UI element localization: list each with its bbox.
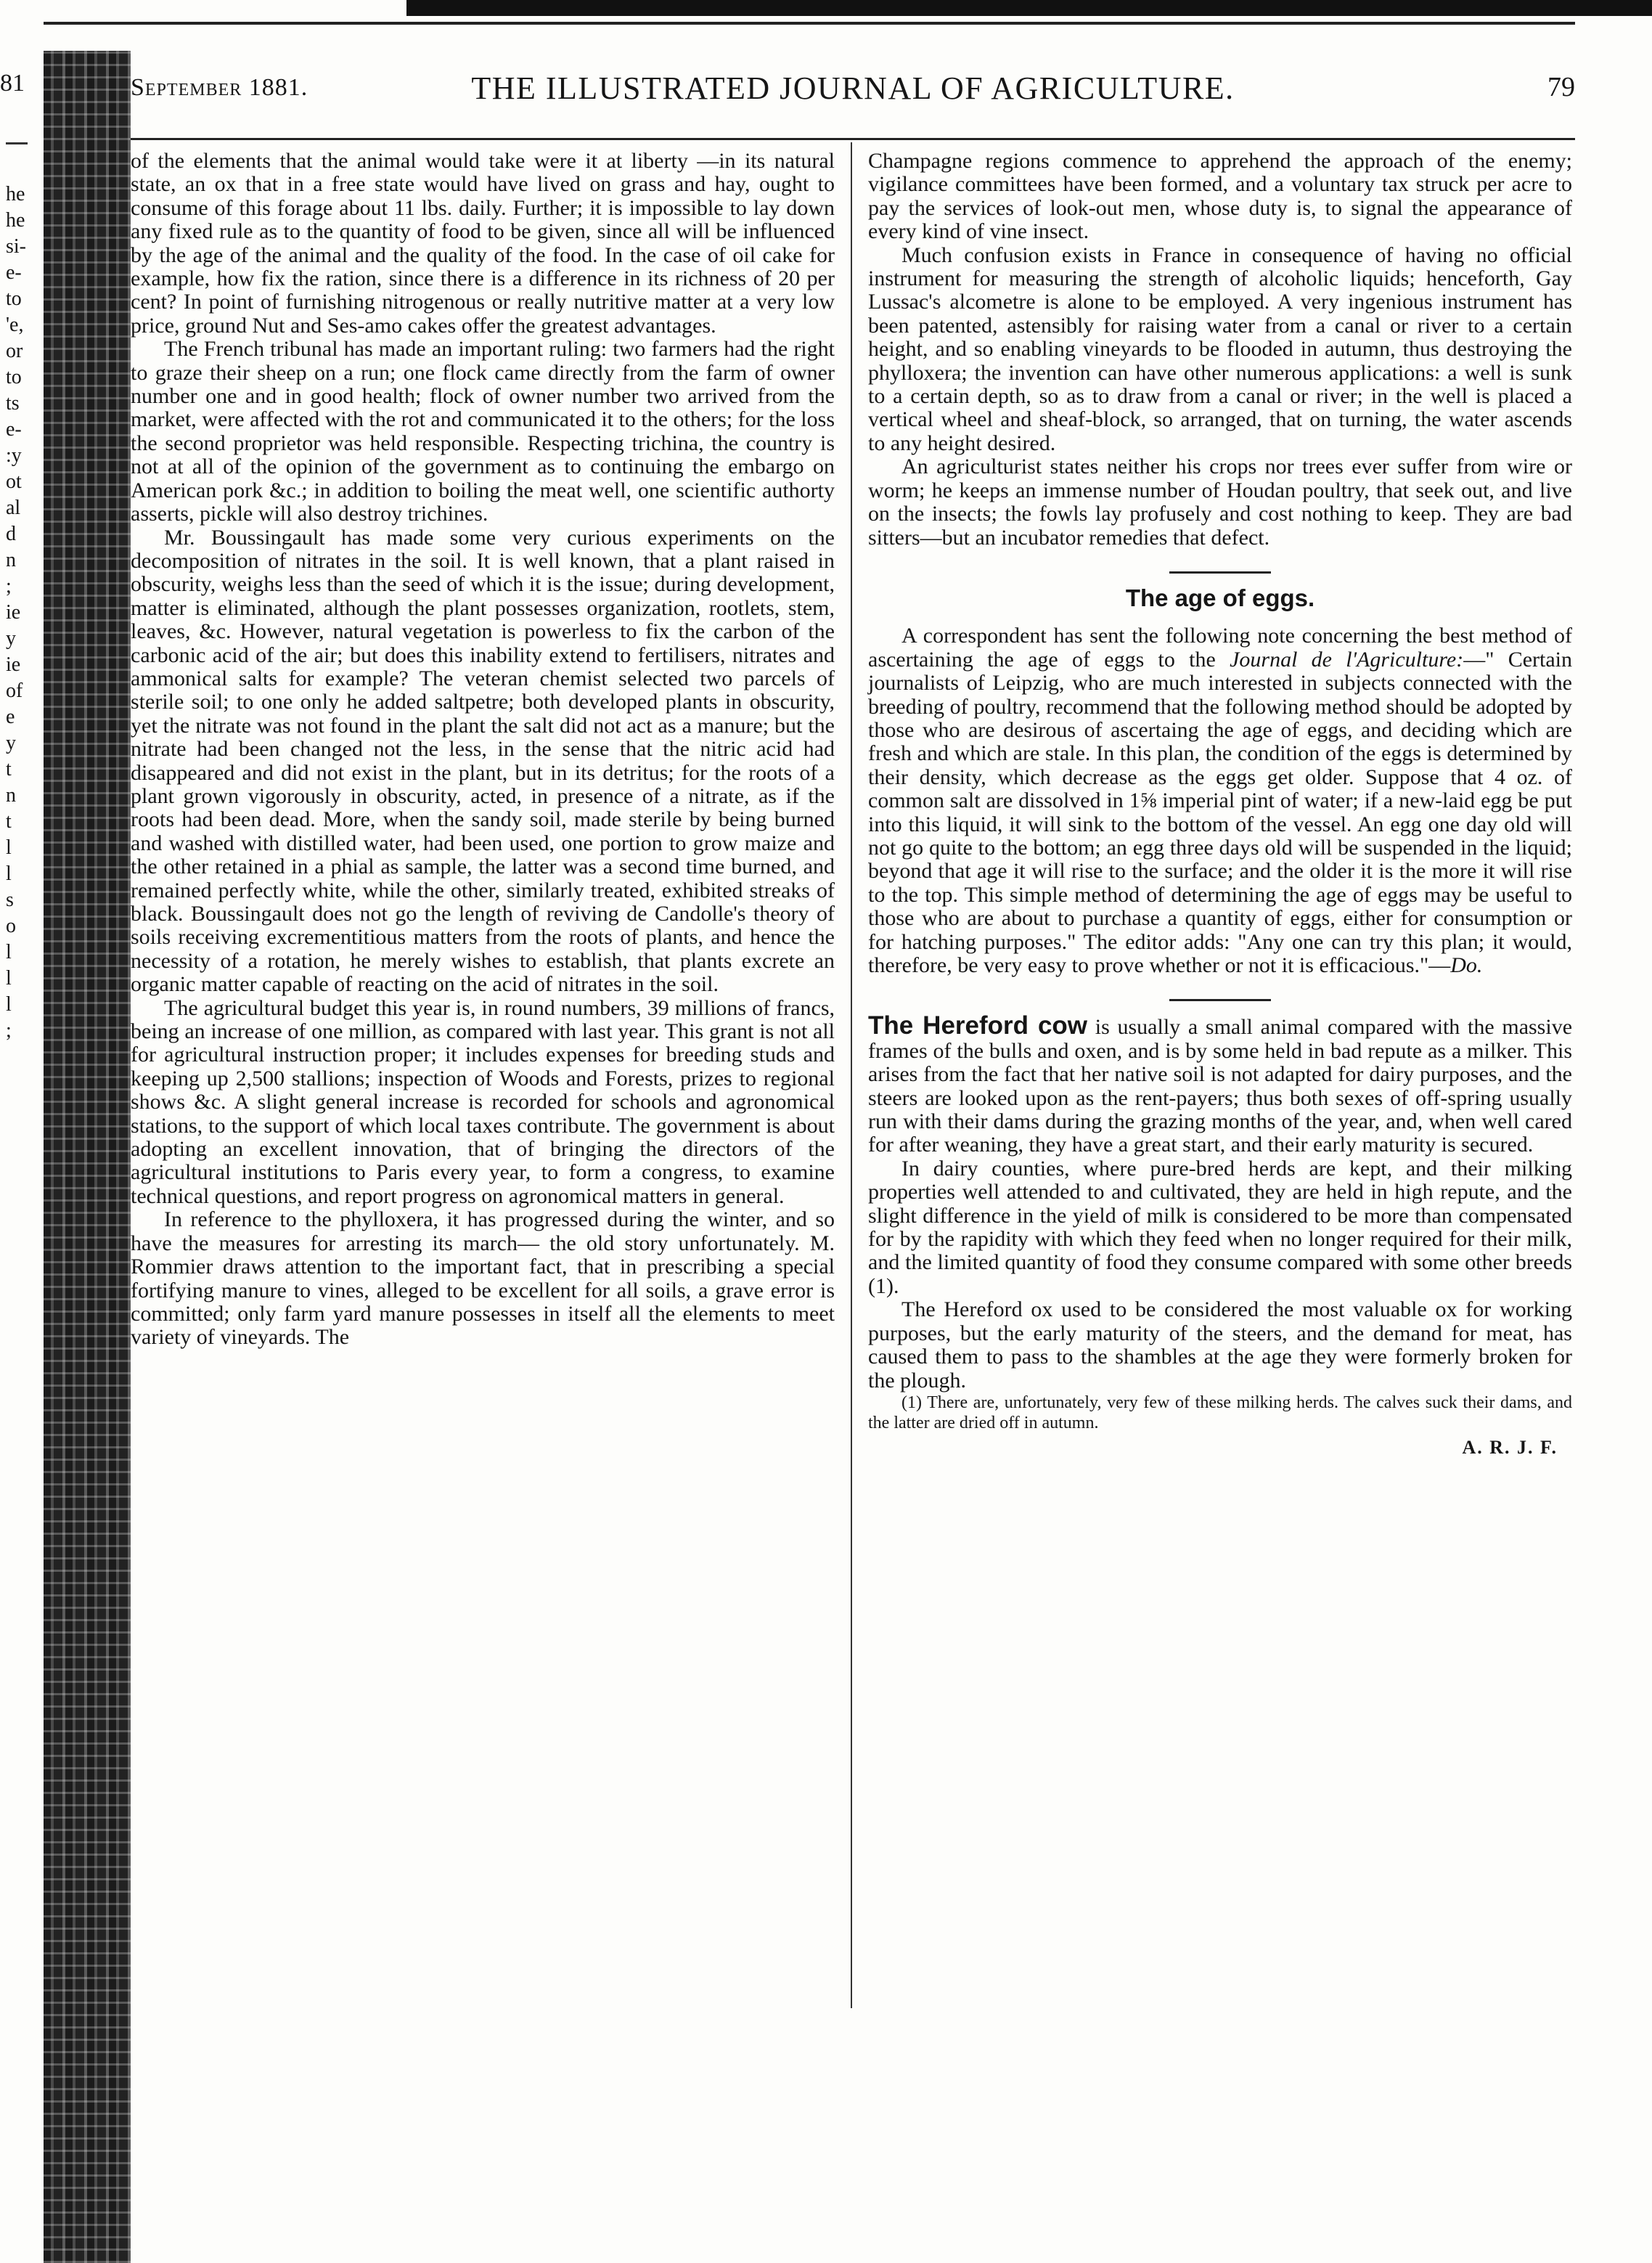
previous-page-fragment: l <box>6 863 12 885</box>
previous-page-fragment: l <box>6 941 12 963</box>
paragraph-phylloxera: In reference to the phylloxera, it has progressed during the winter, and so have the measures for arresting its march— the old story unfortunately. M. Rommier draws attention to the important fact, that in prescribing a special fortifying manure to vines, alleged to be excellent for all soils, a grave error is committed; only farm yard manure possesses in itself all the elements to meet variety of vineyards. The <box>131 1207 835 1350</box>
hereford-lead: The Hereford cow <box>868 1011 1088 1040</box>
paragraph-budget: The agricultural budget this year is, in round numbers, 39 millions of francs, being an increase of one million, as compared with last year. This grant is not all for agricultural instruction proper; it includes expenses for breeding studs and keeping up 2,500 stallions; inspection of Woods and Forests, prizes to regional shows &c. A slight general increase is recorded for schools and agronomical stations, to the support of which local taxes contribute. The government is about adopting an excellent innovation, that of bringing the directors of the agricultural institutions to Paris every year, to form a congress, to examine technical questions, and report progress on agronomical matters in general. <box>131 995 835 1208</box>
previous-page-fragment: al <box>6 497 21 519</box>
section-rule <box>1169 999 1271 1001</box>
paragraph-dairy-counties: In dairy counties, where pure-bred herds are kept, and their milking properties well attended to and cultivated, they are held in high repute, and the slight difference in the yield of milk is considered to be more than compensated for by the rapidity with which they feed when no longer required for their milk, and the limited quantity of food they consume compared with some other breeds (1). <box>868 1156 1572 1298</box>
footnote: (1) There are, unfortunately, very few of these milking herds. The calves suck their dams, and the latter are dried off in autumn. <box>868 1393 1572 1432</box>
issue-date: September 1881. <box>131 74 308 101</box>
journal-name: Journal de l'Agriculture: <box>1230 647 1464 672</box>
eggs-text-start: A correspondent has sent the following note concerning the best method of ascertaining the age of eggs to the <box>868 624 1572 672</box>
previous-page-fragment: l <box>6 967 12 990</box>
previous-page-fragment: d <box>6 523 16 545</box>
previous-page-fragment: y <box>6 732 16 754</box>
previous-page-fragment: ts <box>6 392 20 415</box>
running-head <box>131 70 1575 106</box>
previous-page-fragment: n <box>6 784 16 807</box>
section-rule <box>1169 571 1271 574</box>
top-rule <box>44 22 1575 25</box>
top-edge-bar <box>406 0 1652 16</box>
paragraph-alcometre: Much confusion exists in France in consequence of having no official instrument for measuring the strength of alcoholic liquids; henceforth, Gay Lussac's alcometre is alone to be employed. A very ingenious instrument has been patented, astensibly for raising water from a canal or river to a certain height, and so enabling vineyards to be flooded in autumn, thus destroying the phylloxera; the invention can have other numerous applications: a well is sunk to a certain depth, so as to draw from a canal or river; in the well is placed a vertical wheel and sheaf-block, so arranged, that on turning, the water ascends to any height desired. <box>868 242 1572 455</box>
previous-page-fragment: :y <box>6 444 22 467</box>
previous-page-fragment: ; <box>6 1019 12 1042</box>
paragraph-boussingault: Mr. Boussingault has made some very curious experiments on the decomposition of nitrates in the soil. It is well known, that a plant raised in obscurity, weighs less than the seed of which it is the issue; during development, matter is eliminated, although the plant possesses organization, rootlets, stem, leaves, &c. However, natural vegetation is powerless to fix the carbon of the carbonic acid of the air; but does this inability extend to fertilisers, nitrates and ammonical salts for example? The veteran chemist selected two parcels of sterile soil; to one only he added saltpetre; both developed plants in obscurity, yet the nitrate was not found in the plant the salt did not act as a manure; but the nitrate had been changed not the less, in the sense that the nitric acid had disappeared and did not exist in the plant, but in its detritus; for the roots of a plant grown vigorously in obscurity, acted, in presence of a nitrate, as if the roots had been dead. More, when the sandy soil, made sterile by being burned and washed with distilled water, had been used, one portion to grow maize and the other retained in a phial as sample, the latter was a second time burned, and remained perfectly white, while the other, similarly treated, exhibited streaks of black. Boussingault does not go the length of reviving de Candolle's theory of soils receiving excrementitious matters from the roots of plants, and hence the necessity of a rotation, he merely wishes to establish, that plants excrete an organic matter capable of reacting on the acid of nitrates in the soil. <box>131 525 835 997</box>
previous-page-fragment: he <box>6 209 25 232</box>
eggs-heading: The age of eggs. <box>1125 584 1315 611</box>
previous-page-number: 81 <box>0 70 25 97</box>
previous-page-fragment: n <box>6 549 16 571</box>
previous-page-fragment: e- <box>6 418 22 441</box>
previous-page-fragment: or <box>6 340 23 362</box>
left-column <box>131 150 835 1350</box>
previous-page-fragment: ie <box>6 601 21 624</box>
previous-page-fragment: y <box>6 627 16 650</box>
previous-page-fragment: ; <box>6 575 12 598</box>
previous-page-fragment: e <box>6 706 15 728</box>
previous-page-rule <box>6 142 28 144</box>
previous-page-fragment: of <box>6 680 23 702</box>
previous-page-fragment: t <box>6 810 12 833</box>
paragraph-eggs <box>868 624 1572 977</box>
paragraph-houdan: An agriculturist states neither his crops nor trees ever suffer from wire or worm; he keeps an immense number of Houdan poultry, that seek out, and live on the insects; the fowls lay profusely and cost nothing to keep. They are bad sitters—but an incubator remedies that defect. <box>868 454 1572 550</box>
previous-page-fragment: e- <box>6 261 22 284</box>
eggs-source: Do. <box>1450 953 1483 977</box>
previous-page-fragment: to <box>6 366 22 388</box>
paragraph-champagne: Champagne regions commence to apprehend the approach of the enemy; vigilance committees have been formed, and a voluntary tax struck per acre to pay the services of look-out men, whose duty is, to signal the appearance of every kind of vine insect. <box>868 149 1572 244</box>
previous-page-fragment: si- <box>6 235 26 258</box>
paragraph-hereford-cow <box>868 1011 1573 1157</box>
previous-page-fragment: ot <box>6 470 22 493</box>
previous-page-fragment: t <box>6 758 12 780</box>
book-binding <box>44 51 131 2263</box>
paragraph-hereford-ox: The Hereford ox used to be considered the most valuable ox for working purposes, but the early maturity of the steers, and the demand for meat, has caused them to pass to the shambles at the age they were formerly broken for the plough. <box>868 1297 1572 1393</box>
column-divider <box>851 142 852 2008</box>
previous-page-fragment: he <box>6 183 25 205</box>
paragraph-ration: of the elements that the animal would take were it at liberty —in its natural state, an ox that in a free state would have lived on grass and hay, ought to consume of this forage about 11 lbs. daily. Further; it is impossible to lay down any fixed rule as to the quantity of food to be given, since all will be influenced by the age of the animal and the quality of the food. In the case of oil cake for example, how fix the ration, since there is a difference in its richness of 20 per cent? In point of furnishing nitrogenous or really nutritive matter at a very low price, ground Nut and Ses-amo cakes offer the greatest advantages. <box>131 149 835 338</box>
previous-page-fragment: s <box>6 889 14 911</box>
journal-title: THE ILLUSTRATED JOURNAL OF AGRICULTURE. <box>471 70 1235 106</box>
hereford-text: is usually a small animal compared with the massive frames of the bulls and oxen, and is by some held in bad repute as a milker. This arises from the fact that her native soil is not adapted for dairy purposes, and the steers are looked upon as the rent-payers; thus both sexes of off-spring usually run with their dams during the grazing months of the year, and, when well cared for after weaning, they have a great start, and their early maturity is secured. <box>868 1015 1573 1157</box>
previous-page-edge <box>0 0 44 2263</box>
paragraph-tribunal: The French tribunal has made an important ruling: two farmers had the right to graze their sheep on a run; one flock came directly from the farm of owner number one and in good health; flock of owner number two arrived from the market, were affected with the rot and communicated it to the others; for the loss the second proprietor was held responsible. Respecting trichina, the country is not at all of the opinion of the government as to continuing the embargo on American pork &c.; in addition to boiling the meat well, one scientific authorty asserts, pickle will also destroy trichines. <box>131 337 835 526</box>
previous-page-fragment: l <box>6 993 12 1016</box>
right-column <box>868 150 1572 1459</box>
previous-page-fragment: to <box>6 288 22 310</box>
previous-page-fragment: 'e, <box>6 314 24 336</box>
page-number: 79 <box>1547 72 1575 102</box>
previous-page-fragment: ie <box>6 653 21 676</box>
previous-page-fragment: o <box>6 915 16 937</box>
eggs-text-rest: —" Certain journalists of Leipzig, who are much interested in subjects connected with the breeding of poultry, recommend that the following method should be adopted by those who are desirous of ascertaing the age of eggs, and deciding which are fresh and which are stale. In this plan, the condition of the eggs is determined by their density, which decrease as the eggs get older. Suppose that 4 oz. of common salt are dissolved in 1⅝ imperial pint of water; if a new-laid egg be put into this liquid, it will sink to the bottom of the vessel. An egg one day old will not go quite to the bottom; an egg three days old will be suspended in the liquid; beyond that age it will rise to the surface; and the older it is the more it will rise to the top. This simple method of determining the age of eggs may be useful to those who are about to purchase a quantity of eggs, either for consumption or for hatching purposes." The editor adds: "Any one can try this plan; it would, therefore, be very easy to prove whether or not it is efficacious."— <box>868 647 1573 977</box>
header-rule <box>131 138 1575 140</box>
previous-page-fragment: l <box>6 836 12 859</box>
signature: A. R. J. F. <box>1462 1436 1558 1458</box>
